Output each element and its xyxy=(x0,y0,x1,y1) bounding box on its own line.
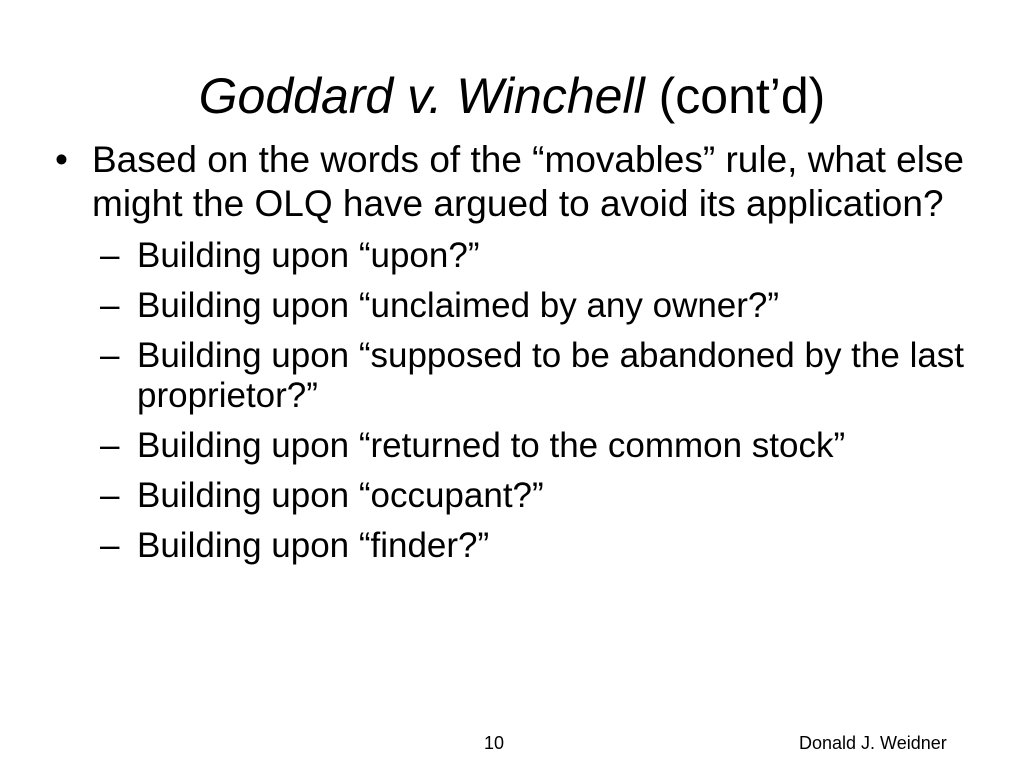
sub-bullet-text: Building upon “unclaimed by any owner?” xyxy=(137,286,780,325)
sub-bullet-item xyxy=(55,426,985,466)
page-number: 10 xyxy=(484,733,505,753)
sub-bullet-item xyxy=(55,336,985,416)
main-bullet-text: Based on the words of the “movables” rule, what else might the OLQ have argued to avoid its application? xyxy=(92,139,965,224)
slide-title xyxy=(0,66,1024,126)
case-name: Goddard v. Winchell xyxy=(198,68,645,124)
sub-bullet-text: Building upon “finder?” xyxy=(137,526,490,565)
sub-bullet-item xyxy=(55,286,985,326)
slide-body xyxy=(55,138,985,576)
main-bullet xyxy=(55,138,985,226)
sub-bullet-text: Building upon “occupant?” xyxy=(137,476,544,515)
dash-marker: – xyxy=(100,526,120,565)
sub-bullet-item xyxy=(55,476,985,516)
sub-bullet-item xyxy=(55,526,985,566)
dash-marker: – xyxy=(100,476,120,515)
dash-marker: – xyxy=(100,236,120,275)
sub-bullet-item xyxy=(55,236,985,276)
title-suffix: (cont’d) xyxy=(658,68,826,124)
dash-marker: – xyxy=(100,286,120,325)
footer-author: Donald J. Weidner xyxy=(799,733,947,753)
sub-bullet-text: Building upon “upon?” xyxy=(137,236,480,275)
dash-marker: – xyxy=(100,426,120,465)
sub-bullet-text: Building upon “returned to the common stock” xyxy=(137,426,846,465)
sub-bullet-text: Building upon “supposed to be abandoned by the last proprietor?” xyxy=(137,336,965,415)
dash-marker: – xyxy=(100,336,120,375)
sub-bullet-list xyxy=(55,236,985,566)
bullet-marker: • xyxy=(55,139,68,180)
